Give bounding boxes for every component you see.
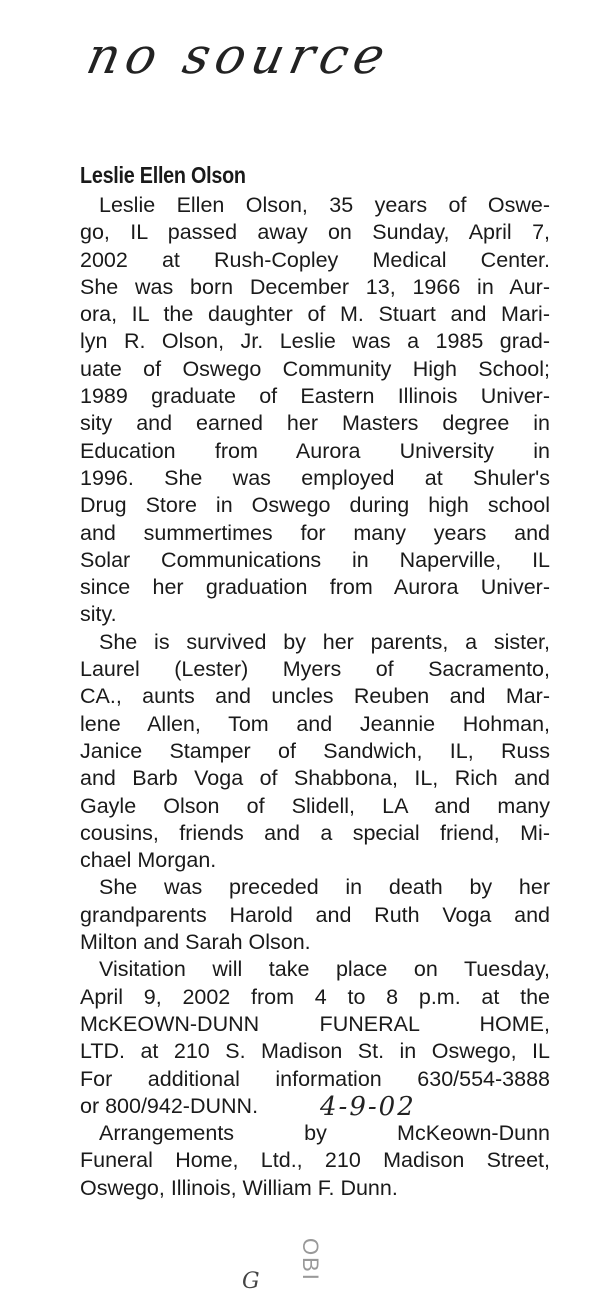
text-line: Leslie Ellen Olson, 35 years of Oswe- [99, 193, 550, 217]
text-line: Arrangements by McKeown-Dunn [99, 1121, 550, 1146]
text-line: ora, IL the daughter of M. Stuart and Mari- [80, 302, 550, 327]
text-line: Gayle Olson of Slidell, LA and many [80, 793, 550, 818]
handwritten-note: no source [81, 27, 396, 85]
text-line: lyn R. Olson, Jr. Leslie was a 1985 grad- [80, 329, 550, 354]
paragraph [80, 874, 550, 956]
obituary-body [80, 192, 550, 1202]
text-line: McKEOWN-DUNN FUNERAL HOME, [80, 1011, 550, 1036]
text-line: For additional information 630/554-3888 [80, 1066, 550, 1091]
text-line: Visitation will take place on Tuesday, [99, 957, 550, 982]
handwritten-date: 4-9-02 [320, 1092, 416, 1122]
text-line: and summertimes for many years and [80, 520, 550, 545]
text-line: or 800/942-DUNN. [80, 1093, 259, 1118]
text-line: She was preceded in death by her [99, 875, 550, 900]
text-line: and Barb Voga of Shabbona, IL, Rich and [80, 766, 550, 791]
text-line: CA., aunts and uncles Reuben and Mar- [80, 684, 550, 709]
text-line: Laurel (Lester) Myers of Sacramento, [80, 657, 550, 682]
text-line: She is survived by her parents, a sister, [99, 629, 550, 654]
text-line: Solar Communications in Naperville, IL [80, 547, 550, 572]
archive-stamp: OBI [298, 1238, 323, 1282]
text-line: She was born December 13, 1966 in Aur- [80, 274, 550, 299]
text-line: grandparents Harold and Ruth Voga and [80, 902, 550, 927]
paragraph [80, 192, 550, 629]
text-line: lene Allen, Tom and Jeannie Hohman, [80, 711, 550, 736]
text-line: Education from Aurora University in [80, 438, 550, 463]
text-line: 1996. She was employed at Shuler's [80, 465, 550, 490]
text-line: uate of Oswego Community High School; [80, 356, 550, 381]
paragraph [80, 629, 550, 875]
obituary-heading: Leslie Ellen Olson [80, 162, 246, 188]
text-line: April 9, 2002 from 4 to 8 p.m. at the [80, 984, 550, 1009]
text-line: sity. [80, 602, 117, 627]
text-line: Drug Store in Oswego during high school [80, 493, 550, 518]
text-line: go, IL passed away on Sunday, April 7, [80, 220, 550, 245]
text-line: 1989 graduate of Eastern Illinois Univer- [80, 384, 550, 409]
text-line: Janice Stamper of Sandwich, IL, Russ [80, 738, 550, 763]
text-line: chael Morgan. [80, 848, 217, 873]
text-line: Funeral Home, Ltd., 210 Madison Street, [80, 1148, 550, 1173]
text-line: since her graduation from Aurora Univer- [80, 575, 550, 600]
text-line: cousins, friends and a special friend, Mi- [80, 820, 550, 845]
text-line: sity and earned her Masters degree in [80, 411, 550, 436]
paragraph [80, 1120, 550, 1202]
paragraph [80, 956, 550, 1120]
text-line: Oswego, Illinois, William F. Dunn. [80, 1175, 398, 1200]
margin-mark: G [242, 1269, 260, 1294]
text-line: LTD. at 210 S. Madison St. in Oswego, IL [80, 1039, 550, 1064]
text-line: Milton and Sarah Olson. [80, 930, 311, 955]
text-line: 2002 at Rush-Copley Medical Center. [80, 247, 550, 272]
